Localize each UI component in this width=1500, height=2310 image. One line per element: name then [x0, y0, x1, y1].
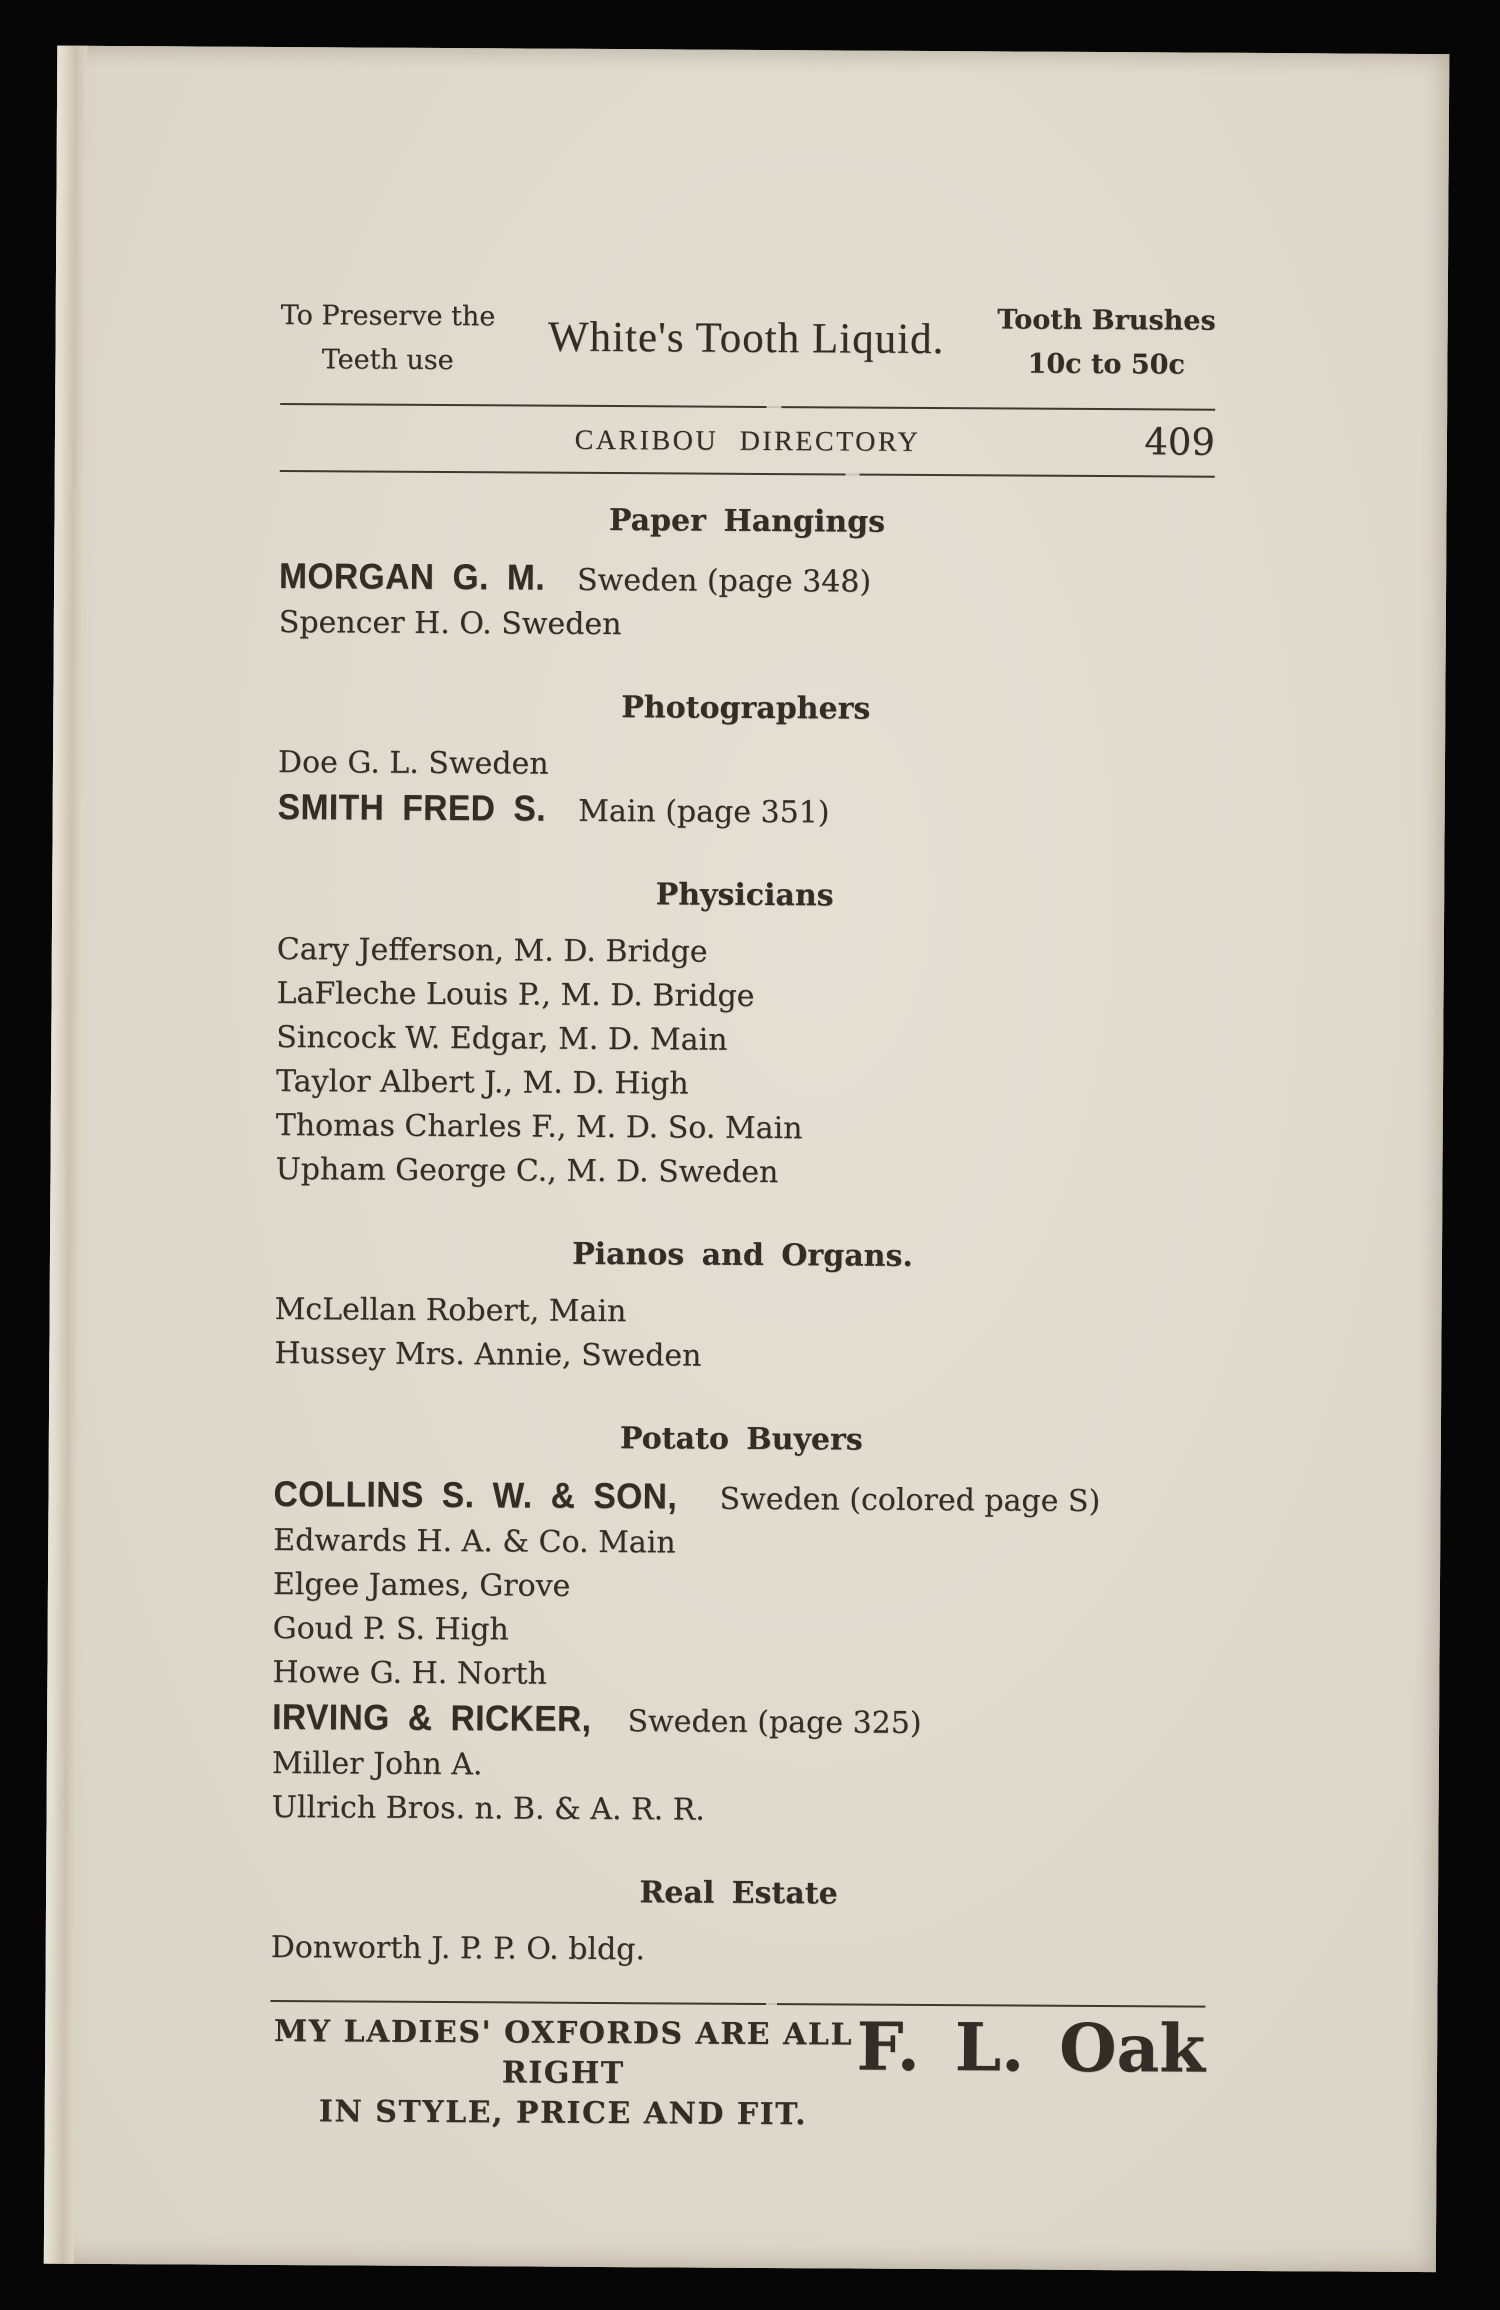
directory-entry [273, 1472, 1208, 1525]
header-ad-slogan-line1: To Preserve the [280, 300, 496, 333]
directory-entry [274, 1332, 1209, 1382]
entry-text: Doe G. L. Sweden [277, 744, 549, 782]
directory-section [271, 1418, 1208, 1836]
entry-text: Cary Jefferson, M. D. Bridge [276, 931, 708, 970]
entry-text: Sincock W. Edgar, M. D. Main [276, 1019, 728, 1058]
footer-ad-slogan [270, 2012, 857, 2136]
running-head [280, 420, 1215, 464]
header-ad-product-name: White's Tooth Liquid. [547, 313, 945, 363]
header-ad-offer [997, 298, 1216, 387]
header-ad-slogan [280, 294, 495, 383]
section-entries [271, 1926, 1206, 1976]
page-number: 409 [1144, 420, 1216, 464]
header-ad-offer-line2: 10c to 50c [1027, 348, 1185, 381]
entry-text: LaFleche Louis P., M. D. Bridge [276, 975, 755, 1014]
entry-text: Edwards H. A. & Co. Main [273, 1522, 676, 1561]
directory-entry [277, 928, 1212, 978]
directory-entry [273, 1563, 1208, 1613]
section-entries [274, 1288, 1210, 1382]
footer-ad-slogan-line1: MY LADIES' OXFORDS ARE ALL RIGHT [273, 2013, 854, 2092]
footer-ad-slogan-line2: IN STYLE, PRICE AND FIT. [318, 2094, 808, 2133]
entry-text: Elgee James, Grove [272, 1566, 571, 1604]
section-heading-paper-hangings: Paper Hangings [608, 503, 886, 540]
entry-text: Goud P. S. High [272, 1610, 509, 1648]
entry-text: Main (page 351) [578, 793, 830, 831]
directory-entry [278, 741, 1213, 791]
section-heading-pianos-organs: Pianos and Organs. [572, 1236, 913, 1274]
section-heading-physicians: Physicians [655, 877, 834, 914]
directory-entry [271, 1926, 1206, 1976]
entry-text: Miller John A. [271, 1745, 483, 1783]
horizontal-rule [280, 403, 1215, 411]
entry-name-bold: COLLINS S. W. & SON, [273, 1472, 678, 1517]
entry-text: Sweden (colored page S) [719, 1481, 1101, 1520]
section-entries [275, 928, 1212, 1198]
horizontal-rule [280, 470, 1215, 478]
entry-text: Howe G. H. North [272, 1654, 547, 1692]
directory-entry [272, 1651, 1207, 1701]
directory-entry [276, 1104, 1211, 1154]
directory-entry [276, 972, 1211, 1022]
entry-text: Donworth J. P. P. O. bldg. [270, 1929, 646, 1968]
section-entries [279, 554, 1215, 651]
entry-text: Sweden (page 348) [576, 562, 872, 600]
directory-entry [279, 554, 1214, 607]
section-heading-real-estate: Real Estate [639, 1875, 838, 1912]
directory-listings [271, 500, 1215, 1976]
scanned-directory-page [44, 46, 1450, 2272]
section-entries [271, 1472, 1208, 1836]
section-heading-photographers: Photographers [621, 690, 871, 727]
header-ad-slogan-line2: Teeth use [321, 344, 454, 377]
directory-section [278, 687, 1214, 838]
footer-ad-brand: F. L. Oak [856, 2007, 1206, 2088]
directory-entry [272, 1695, 1207, 1748]
directory-section [274, 1234, 1210, 1382]
entry-text: McLellan Robert, Main [274, 1291, 627, 1330]
entry-text: Hussey Mrs. Annie, Sweden [274, 1335, 702, 1374]
directory-entry [271, 1786, 1206, 1836]
directory-entry [275, 1288, 1210, 1338]
entry-text: Upham George C., M. D. Sweden [275, 1151, 779, 1191]
directory-entry [276, 1060, 1211, 1110]
directory-entry [276, 1016, 1211, 1066]
directory-section [275, 874, 1212, 1198]
directory-section [271, 1872, 1207, 1976]
section-entries [278, 741, 1214, 838]
header-ad-offer-line1: Tooth Brushes [997, 304, 1216, 337]
section-heading-potato-buyers: Potato Buyers [619, 1421, 863, 1458]
page-content [44, 46, 1450, 2272]
entry-name-bold: IRVING & RICKER, [272, 1695, 592, 1739]
horizontal-rule [270, 2000, 1205, 2008]
directory-entry [275, 1148, 1210, 1198]
entry-name-bold: MORGAN G. M. [279, 554, 546, 598]
header-ad [280, 47, 1217, 405]
footer-ad [270, 2007, 1206, 2138]
directory-entry [273, 1607, 1208, 1657]
entry-text: Taylor Albert J., M. D. High [275, 1063, 689, 1102]
directory-section [279, 500, 1215, 651]
directory-entry [279, 601, 1214, 651]
entry-name-bold: SMITH FRED S. [277, 785, 547, 829]
entry-text: Ullrich Bros. n. B. & A. R. R. [271, 1789, 705, 1828]
directory-title: CARIBOU DIRECTORY [574, 424, 921, 458]
entry-text: Spencer H. O. Sweden [278, 604, 622, 643]
entry-text: Thomas Charles F., M. D. So. Main [275, 1107, 803, 1147]
directory-entry [273, 1519, 1208, 1569]
directory-entry [278, 785, 1213, 838]
entry-text: Sweden (page 325) [627, 1704, 922, 1741]
directory-entry [272, 1742, 1207, 1792]
